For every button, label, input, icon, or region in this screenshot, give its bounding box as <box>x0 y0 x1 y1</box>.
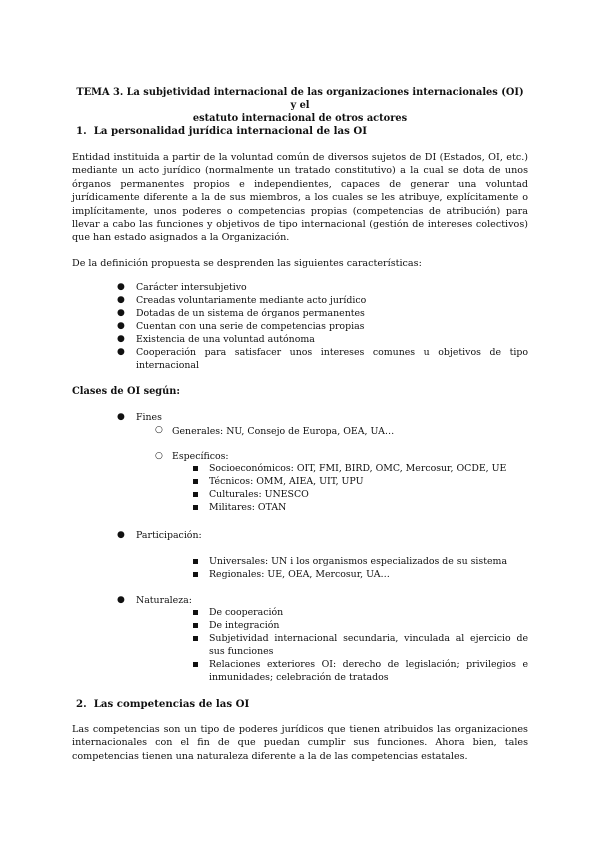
fines-label: Fines <box>136 412 162 423</box>
list-item: Socioeconómicos: OIT, FMI, BIRD, OMC, Mercosur, OCDE, UE <box>209 463 507 474</box>
bullet-square-icon <box>193 623 198 628</box>
section-1-title: La personalidad jurídica internacional de las OI <box>93 125 368 137</box>
bullet-dot-icon: ● <box>117 595 125 605</box>
list-item: Cuentan con una serie de competencias propias <box>136 321 365 332</box>
competencias-paragraph: Las competencias son un tipo de poderes jurídicos que tienen atribuidos las organizaciones internacionales con el fin de que puedan cumplir sus funciones. Ahora bien, tales competencias tienen una naturaleza diferente a la de las competencias estatales. <box>72 724 528 762</box>
bullet-dot-icon: ● <box>117 308 125 318</box>
list-item: Técnicos: OMM, AIEA, UIT, UPU <box>209 476 364 487</box>
list-item: Carácter intersubjetivo <box>136 282 247 293</box>
bullet-dot-icon: ● <box>117 282 125 292</box>
list-item: Universales: UN i los organismos especializados de su sistema <box>209 556 508 567</box>
page-title <box>72 86 528 125</box>
bullet-dot-icon: ● <box>117 347 125 357</box>
list-item: Cooperación para satisfacer unos intereses comunes u objetivos de tipo internacional <box>136 347 528 371</box>
fines-especificos-label: Específicos: <box>172 451 229 462</box>
list-item: De integración <box>209 620 280 631</box>
bullet-square-icon <box>193 479 198 484</box>
bullet-square-icon <box>193 610 198 615</box>
list-item: Militares: OTAN <box>209 502 287 513</box>
list-item: Regionales: UE, OEA, Mercosur, UA… <box>209 569 390 580</box>
bullet-square-icon <box>193 559 198 564</box>
section-2-title: Las competencias de las OI <box>93 698 250 710</box>
list-item: Relaciones exteriores OI: derecho de legislación; privilegios e inmunidades; celebración de tratados <box>209 659 528 683</box>
classes-heading: Clases de OI según: <box>72 386 181 397</box>
title-line-1: TEMA 3. La subjetividad internacional de las organizaciones internacionales (OI) y el <box>76 87 524 111</box>
bullet-square-icon <box>193 505 198 510</box>
bullet-dot-icon: ● <box>117 334 125 344</box>
fines-generales: Generales: NU, Consejo de Europa, OEA, UA… <box>172 426 395 437</box>
list-item: Existencia de una voluntad autónoma <box>136 334 315 345</box>
bullet-square-icon <box>193 662 198 667</box>
characteristics-intro: De la definición propuesta se desprenden las siguientes características: <box>72 258 422 269</box>
bullet-square-icon <box>193 466 198 471</box>
section-2-heading <box>76 698 249 710</box>
section-2-number: 2. <box>76 698 87 710</box>
participacion-label: Participación: <box>136 530 202 541</box>
section-1-heading <box>76 125 367 137</box>
bullet-square-icon <box>193 572 198 577</box>
bullet-dot-icon: ● <box>117 321 125 331</box>
section-1-number: 1. <box>76 125 87 137</box>
list-item: Culturales: UNESCO <box>209 489 309 500</box>
title-line-2: estatuto internacional de otros actores <box>192 113 408 124</box>
bullet-square-icon <box>193 636 198 641</box>
list-item: Creadas voluntariamente mediante acto jurídico <box>136 295 367 306</box>
list-item: Subjetividad internacional secundaria, vinculada al ejercicio de sus funciones <box>209 633 528 657</box>
bullet-dot-icon: ● <box>117 530 125 540</box>
list-item: Dotadas de un sistema de órganos permanentes <box>136 308 365 319</box>
bullet-dot-icon: ● <box>117 295 125 305</box>
bullet-circle-icon: ○ <box>155 451 163 461</box>
list-item: De cooperación <box>209 607 284 618</box>
bullet-dot-icon: ● <box>117 412 125 422</box>
bullet-circle-icon: ○ <box>155 425 163 435</box>
definition-paragraph: Entidad instituida a partir de la voluntad común de diversos sujetos de DI (Estados, OI, etc.) mediante un acto jurídico (normalmente un tratado constitutivo) a la cual se dota de unos órganos permanentes propios e independientes, capaces de generar una voluntad jurídicamente diferente a la de sus miembros, a los cuales se les atribuye, explícitamente o implícitamente, unos poderes o competencias propias (competencias de atribución) para llevar a cabo las funciones y objetivos de tipo internacional (gestión de intereses colectivos) que han estado asignados a la Organización. <box>72 152 528 244</box>
naturaleza-label: Naturaleza: <box>136 595 192 606</box>
bullet-square-icon <box>193 492 198 497</box>
